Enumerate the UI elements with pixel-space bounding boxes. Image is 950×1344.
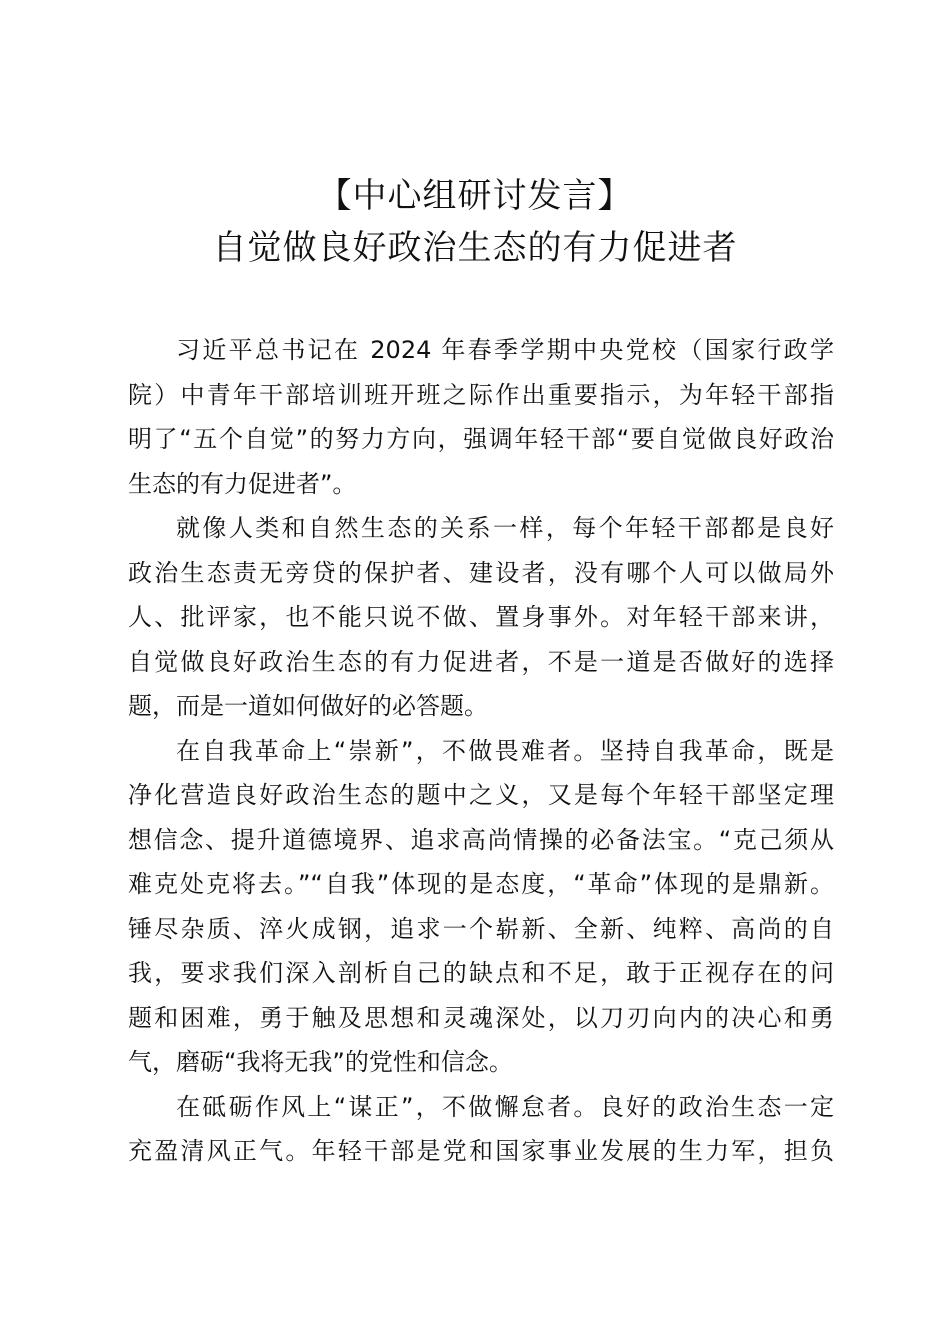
paragraph-line: 明了“五个自觉”的努力方向，强调年轻干部“要自觉做良好政治 [128,425,834,453]
paragraph-line: 题和困难，勇于触及思想和灵魂深处，以刀刃向内的决心和勇 [128,1003,834,1032]
paragraph [128,506,834,729]
paragraph-line: 自觉做良好政治生态的有力促进者，不是一道是否做好的选择 [128,647,834,676]
paragraph-line: 我，要求我们深入剖析自己的缺点和不足，敢于正视存在的问 [128,959,834,987]
paragraph-line: 锤尽杂质、淬火成钢，追求一个崭新、全新、纯粹、高尚的自 [128,914,834,943]
paragraph-line: 气，磨砺“我将无我”的党性和信念。 [128,1048,513,1076]
paragraph-line: 院）中青年干部培训班开班之际作出重要指示，为年轻干部指 [128,380,834,409]
paragraph [128,1085,834,1174]
paragraph-line: 就像人类和自然生态的关系一样，每个年轻干部都是良好 [176,514,834,542]
document-title [0,170,950,274]
paragraph-line: 想信念、提升道德境界、追求高尚情操的必备法宝。“克己须从 [128,825,834,854]
paragraph [128,729,834,1085]
title-line-subheading: 自觉做良好政治生态的有力促进者 [212,228,738,268]
paragraph-line: 净化营造良好政治生态的题中之义，又是每个年轻干部坚定理 [128,781,834,809]
paragraph-line: 习近平总书记在 2024 年春季学期中央党校（国家行政学 [176,336,834,364]
document-body [128,328,834,1174]
paragraph-line: 人、批评家，也不能只说不做、置身事外。对年轻干部来讲， [128,603,834,631]
paragraph-line: 在砥砺作风上“谋正”，不做懈怠者。良好的政治生态一定 [176,1092,834,1121]
paragraph-line: 生态的有力促进者”。 [128,469,357,498]
paragraph-line: 政治生态责无旁贷的保护者、建设者，没有哪个人可以做局外 [128,558,834,587]
title-line-heading: 【中心组研讨发言】 [317,176,633,216]
paragraph-line: 题，而是一道如何做好的必答题。 [128,692,488,720]
paragraph-line: 充盈清风正气。年轻干部是党和国家事业发展的生力军，担负 [128,1137,834,1165]
paragraph-line: 在自我革命上“崇新”，不做畏难者。坚持自我革命，既是 [176,736,834,765]
paragraph-line: 难克处克将去。”“自我”体现的是态度，“革命”体现的是鼎新。 [128,870,834,898]
paragraph [128,328,834,506]
